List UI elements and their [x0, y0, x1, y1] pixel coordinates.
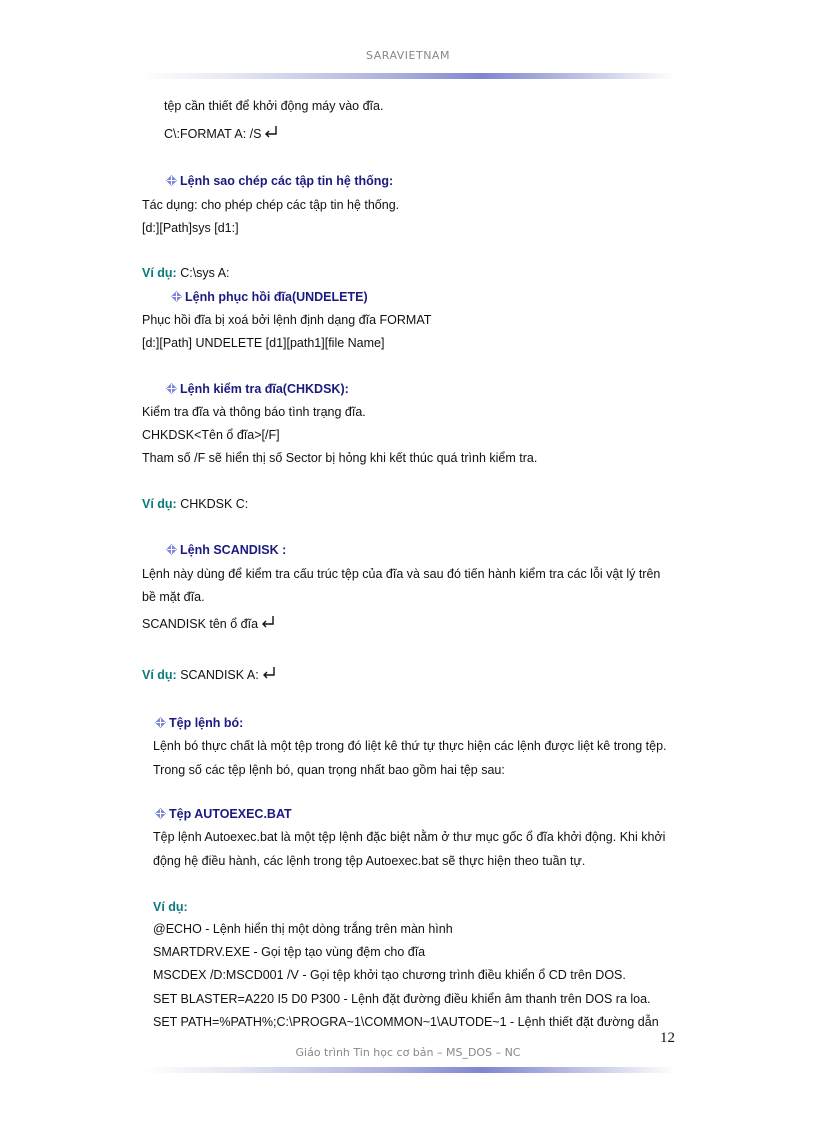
heading-text: Tệp lệnh bó: [169, 716, 244, 730]
example-label: Ví dụ: [142, 266, 177, 280]
text-line: [d:][Path]sys [d1:] [142, 221, 239, 235]
scandisk-syntax-line [142, 616, 275, 632]
command-text: SCANDISK tên ổ đĩa [142, 617, 259, 631]
example-line [142, 496, 248, 512]
heading-text: Tệp AUTOEXEC.BAT [169, 807, 292, 821]
section-heading-scandisk [166, 542, 286, 558]
section-heading-chkdsk [166, 381, 349, 397]
example-label: Ví dụ: [142, 668, 177, 682]
section-heading-undelete [171, 289, 368, 305]
diamond-bullet-icon [166, 544, 177, 555]
page-number: 12 [660, 1030, 675, 1046]
diamond-bullet-icon [171, 291, 182, 302]
heading-text: Lệnh phục hồi đĩa(UNDELETE) [185, 290, 368, 304]
example-text: CHKDSK C: [176, 497, 249, 511]
heading-text: Lệnh sao chép các tập tin hệ thống: [180, 174, 394, 188]
text-line: Trong số các tệp lệnh bó, quan trọng nhất bao gồm hai tệp sau: [153, 763, 505, 777]
section-heading-autoexec [155, 806, 292, 822]
enter-key-icon [262, 616, 275, 628]
text-line: bề mặt đĩa. [142, 590, 205, 604]
header-rule [142, 73, 674, 79]
example-line [142, 265, 230, 281]
section-heading-sys [166, 173, 393, 189]
text-line: Kiểm tra đĩa và thông báo tình trạng đĩa. [142, 405, 366, 419]
example-text: C:\sys A: [176, 266, 230, 280]
text-line: MSCDEX /D:MSCD001 /V - Gọi tệp khởi tạo chương trình điều khiển ổ CD trên DOS. [153, 968, 626, 982]
text-line: SMARTDRV.EXE - Gọi tệp tạo vùng đệm cho đĩa [153, 945, 426, 959]
text-line: Tệp lệnh Autoexec.bat là một tệp lệnh đặc biệt nằm ở thư mục gốc ổ đĩa khởi động. Khi khởi [153, 830, 666, 844]
section-heading-batch [155, 715, 243, 731]
footer-rule [142, 1067, 674, 1073]
text-line: CHKDSK<Tên ổ đĩa>[/F] [142, 428, 280, 442]
heading-text: Lệnh SCANDISK : [180, 543, 287, 557]
example-text: SCANDISK A: [176, 668, 259, 682]
text-line: Tham số /F sẽ hiển thị số Sector bị hỏng khi kết thúc quá trình kiểm tra. [142, 451, 538, 465]
diamond-bullet-icon [155, 808, 166, 819]
diamond-bullet-icon [155, 717, 166, 728]
text-line: @ECHO - Lệnh hiển thị một dòng trắng trên màn hình [153, 922, 453, 936]
text-line: SET PATH=%PATH%;C:\PROGRA~1\COMMON~1\AUTODE~1 - Lệnh thiết đặt đường dẫn [153, 1015, 659, 1029]
diamond-bullet-icon [166, 383, 177, 394]
text-line: [d:][Path] UNDELETE [d1][path1][file Name] [142, 336, 385, 350]
example-label: Ví dụ: [153, 900, 188, 914]
footer-text: Giáo trình Tin học cơ bản – MS_DOS – NC [295, 1046, 521, 1059]
format-command-line [164, 126, 278, 142]
header-title: SARAVIETNAM [366, 49, 450, 62]
text-line: Tác dụng: cho phép chép các tập tin hệ thống. [142, 198, 400, 212]
text-line: Phục hồi đĩa bị xoá bởi lệnh định dạng đĩa FORMAT [142, 313, 432, 327]
text-line: Lệnh bó thực chất là một tệp trong đó liệt kê thứ tự thực hiện các lệnh được liệt kê trong tệp. [153, 739, 667, 753]
diamond-bullet-icon [166, 175, 177, 186]
text-line: động hệ điều hành, các lệnh trong tệp Autoexec.bat sẽ thực hiện theo tuần tự. [153, 854, 586, 868]
text-line: SET BLASTER=A220 I5 D0 P300 - Lệnh đặt đường điều khiển âm thanh trên DOS ra loa. [153, 992, 651, 1006]
enter-key-icon [263, 667, 276, 679]
heading-text: Lệnh kiểm tra đĩa(CHKDSK): [180, 382, 349, 396]
enter-key-icon [265, 126, 278, 138]
example-line [142, 667, 276, 683]
text-line: tệp cần thiết để khởi động máy vào đĩa. [164, 99, 384, 113]
text-line: Lệnh này dùng để kiểm tra cấu trúc tệp của đĩa và sau đó tiến hành kiểm tra các lỗi vật lý trên [142, 567, 661, 581]
example-label: Ví dụ: [142, 497, 177, 511]
command-text: C\:FORMAT A: /S [164, 127, 262, 141]
